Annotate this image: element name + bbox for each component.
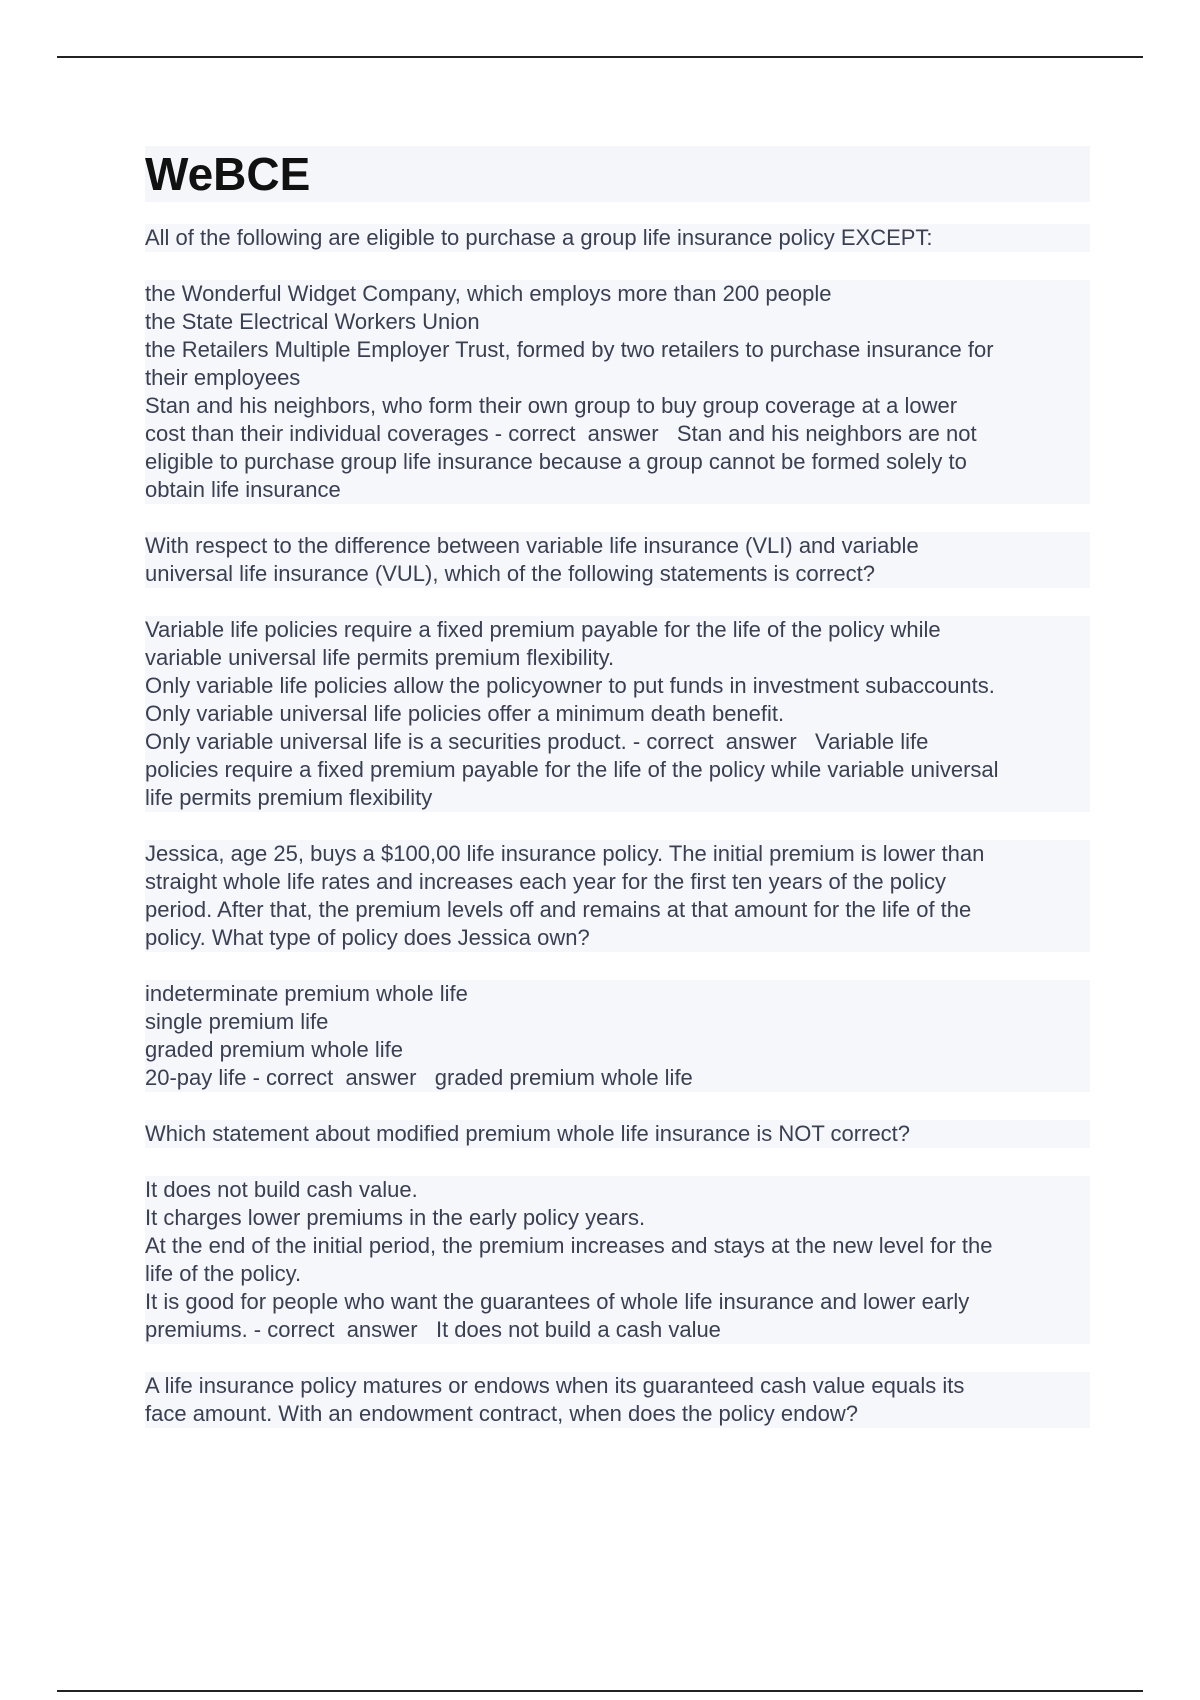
text-line-wrap xyxy=(145,728,1090,756)
text-line-wrap xyxy=(145,700,1090,728)
text-line-wrap xyxy=(145,924,1090,952)
text-line-wrap xyxy=(145,224,1090,252)
text-line-wrap xyxy=(145,308,1090,336)
text-line-wrap xyxy=(145,1176,1090,1204)
text-line-wrap xyxy=(145,448,1090,476)
text-line: premiums. - correct answer It does not build a cash value xyxy=(145,1316,1090,1344)
text-line: the Wonderful Widget Company, which employs more than 200 people xyxy=(145,280,1090,308)
text-line-wrap xyxy=(145,980,1090,1008)
text-line-wrap xyxy=(145,1232,1090,1260)
text-line: period. After that, the premium levels off and remains at that amount for the life of the xyxy=(145,896,1090,924)
text-line: universal life insurance (VUL), which of the following statements is correct? xyxy=(145,560,1090,588)
text-line-wrap xyxy=(145,1008,1090,1036)
text-line: It is good for people who want the guarantees of whole life insurance and lower early xyxy=(145,1288,1090,1316)
paragraph-gap xyxy=(145,1092,1090,1120)
text-line: the State Electrical Workers Union xyxy=(145,308,1090,336)
text-line-wrap xyxy=(145,280,1090,308)
text-line: variable universal life permits premium flexibility. xyxy=(145,644,1090,672)
text-line: policies require a fixed premium payable for the life of the policy while variable universal xyxy=(145,756,1090,784)
text-line: the Retailers Multiple Employer Trust, formed by two retailers to purchase insurance for xyxy=(145,336,1090,364)
text-line: All of the following are eligible to purchase a group life insurance policy EXCEPT: xyxy=(145,224,1090,252)
text-line: life of the policy. xyxy=(145,1260,1090,1288)
text-line: single premium life xyxy=(145,1008,1090,1036)
document-text xyxy=(145,224,1090,1428)
text-line-wrap xyxy=(145,1064,1090,1092)
text-line-wrap xyxy=(145,672,1090,700)
title-block xyxy=(145,146,1090,202)
paragraph-gap xyxy=(145,812,1090,840)
text-line: Only variable universal life is a securities product. - correct answer Variable life xyxy=(145,728,1090,756)
text-line: 20-pay life - correct answer graded premium whole life xyxy=(145,1064,1090,1092)
text-line-wrap xyxy=(145,476,1090,504)
text-line-wrap xyxy=(145,616,1090,644)
text-line-wrap xyxy=(145,392,1090,420)
paragraph-gap xyxy=(145,504,1090,532)
text-line: Only variable life policies allow the policyowner to put funds in investment subaccounts. xyxy=(145,672,1090,700)
text-line: graded premium whole life xyxy=(145,1036,1090,1064)
text-line-wrap xyxy=(145,420,1090,448)
text-line-wrap xyxy=(145,1204,1090,1232)
text-line: their employees xyxy=(145,364,1090,392)
text-line-wrap xyxy=(145,1288,1090,1316)
header-rule xyxy=(57,56,1143,58)
paragraph-gap xyxy=(145,1344,1090,1372)
text-line: It charges lower premiums in the early policy years. xyxy=(145,1204,1090,1232)
text-line: At the end of the initial period, the premium increases and stays at the new level for the xyxy=(145,1232,1090,1260)
text-line-wrap xyxy=(145,896,1090,924)
text-line-wrap xyxy=(145,784,1090,812)
text-line: eligible to purchase group life insurance because a group cannot be formed solely to xyxy=(145,448,1090,476)
text-line-wrap xyxy=(145,1372,1090,1400)
text-line: policy. What type of policy does Jessica own? xyxy=(145,924,1090,952)
text-line: Stan and his neighbors, who form their own group to buy group coverage at a lower xyxy=(145,392,1090,420)
text-line: Only variable universal life policies offer a minimum death benefit. xyxy=(145,700,1090,728)
text-line-wrap xyxy=(145,644,1090,672)
document-body xyxy=(145,146,1090,1428)
text-line: life permits premium flexibility xyxy=(145,784,1090,812)
text-line-wrap xyxy=(145,1260,1090,1288)
paragraph-gap xyxy=(145,952,1090,980)
text-line-wrap xyxy=(145,840,1090,868)
text-line: It does not build cash value. xyxy=(145,1176,1090,1204)
text-line-wrap xyxy=(145,560,1090,588)
text-line-wrap xyxy=(145,532,1090,560)
text-line: straight whole life rates and increases each year for the first ten years of the policy xyxy=(145,868,1090,896)
text-line-wrap xyxy=(145,1036,1090,1064)
text-line: Which statement about modified premium whole life insurance is NOT correct? xyxy=(145,1120,1090,1148)
text-line: Jessica, age 25, buys a $100,00 life insurance policy. The initial premium is lower than xyxy=(145,840,1090,868)
text-line-wrap xyxy=(145,1400,1090,1428)
text-line: With respect to the difference between variable life insurance (VLI) and variable xyxy=(145,532,1090,560)
text-line: face amount. With an endowment contract, when does the policy endow? xyxy=(145,1400,1090,1428)
text-line-wrap xyxy=(145,868,1090,896)
document-title: WeBCE xyxy=(145,148,311,200)
paragraph-gap xyxy=(145,588,1090,616)
text-line: indeterminate premium whole life xyxy=(145,980,1090,1008)
text-line-wrap xyxy=(145,756,1090,784)
text-line: Variable life policies require a fixed premium payable for the life of the policy while xyxy=(145,616,1090,644)
text-line: obtain life insurance xyxy=(145,476,1090,504)
paragraph-gap xyxy=(145,1148,1090,1176)
text-line-wrap xyxy=(145,364,1090,392)
text-line: cost than their individual coverages - correct answer Stan and his neighbors are not xyxy=(145,420,1090,448)
text-line-wrap xyxy=(145,1316,1090,1344)
footer-rule xyxy=(57,1690,1143,1692)
paragraph-gap xyxy=(145,252,1090,280)
text-line: A life insurance policy matures or endows when its guaranteed cash value equals its xyxy=(145,1372,1090,1400)
text-line-wrap xyxy=(145,1120,1090,1148)
text-line-wrap xyxy=(145,336,1090,364)
